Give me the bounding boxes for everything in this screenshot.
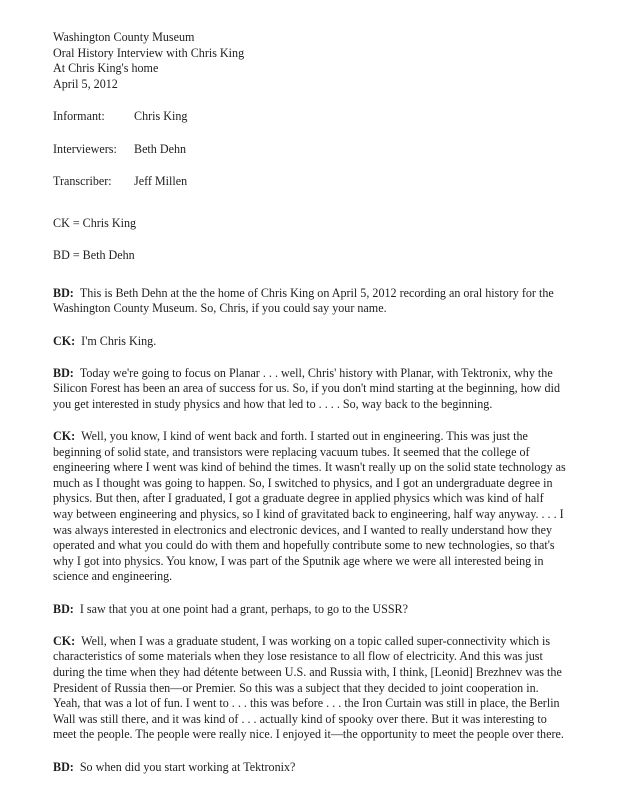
speaker-label: CK: [53, 633, 76, 648]
transcript-turn [53, 634, 566, 743]
role-value: Chris King [134, 109, 188, 124]
museum-name: Washington County Museum [53, 30, 195, 44]
interview-title: Oral History Interview with Chris King [53, 45, 245, 60]
document-header [53, 30, 566, 92]
roles-list [53, 109, 566, 189]
interview-location: At Chris King's home [53, 61, 159, 76]
turn-text: Well, you know, I kind of went back and forth. I started out in engineering. This was just the beginning of solid state, and transistors were replacing vacuum tubes. It seemed that the college of engineering where I went was kind of behind the times. It wasn't really up on the solid state technology as much as I thought was going to happen. So, I switched to physics, and I got an undergraduate degree in physics. But then, after I graduated, I got a graduate degree in applied physics which was kind of half way between engineering and physics, so I kind of gravitated back to engineering, half way anyway. . . . I was always interested in electronics and electronic devices, and I wanted to really understand how they operated and what you could do with them and hopefully contribute some to new technologies, so that's why I got into physics. You know, I was part of the Sputnik age where we were all interested being in science and engineering. [53, 429, 566, 584]
transcript-turn [53, 429, 566, 585]
role-interviewers [53, 142, 566, 158]
turn-text: I'm Chris King. [81, 333, 157, 348]
speaker-label: CK: [53, 333, 76, 348]
abbreviation-key [53, 216, 566, 264]
role-label: Interviewers: [53, 141, 117, 156]
interview-date: April 5, 2012 [53, 76, 118, 91]
abbreviation-ck: CK = Chris King [53, 215, 137, 230]
turn-text: I saw that you at one point had a grant, perhaps, to go to the USSR? [79, 601, 408, 616]
transcript-turn [53, 760, 566, 776]
speaker-label: BD: [53, 601, 74, 616]
role-value: Jeff Millen [134, 174, 188, 189]
role-label: Informant: [53, 109, 105, 124]
transcript-turn [53, 334, 566, 350]
turn-text: This is Beth Dehn at the the home of Chris King on April 5, 2012 recording an oral history for the Washington County Museum. So, Chris, if you could say your name. [53, 285, 554, 316]
speaker-label: CK: [53, 429, 76, 444]
role-transcriber [53, 174, 566, 190]
transcript-turn [53, 602, 566, 618]
transcript [53, 286, 566, 775]
turn-text: Well, when I was a graduate student, I was working on a topic called super-connectivity which is characteristics of some materials when they lose resistance to all flow of electricity. And this was just during the time when they had détente between U.S. and Russia with, I think, [Leonid] Brezhnev was the President of Russia then—or Premier. So this was a subject that they decided to joint cooperation in. Yeah, that was a lot of fun. I went to . . . this was before . . . the Iron Curtain was still in place, the Berlin Wall was still there, and it was kind of . . . actually kind of spooky over there. But it was interesting to meet the people. The people were really nice. I enjoyed it—the opportunity to meet the people over there. [53, 633, 564, 742]
speaker-label: BD: [53, 759, 74, 774]
role-informant [53, 109, 566, 125]
transcript-turn [53, 286, 566, 317]
speaker-label: BD: [53, 365, 74, 380]
role-value: Beth Dehn [134, 141, 187, 156]
abbreviation-bd: BD = Beth Dehn [53, 248, 135, 263]
turn-text: Today we're going to focus on Planar . . . well, Chris' history with Planar, with Tektronix, why the Silicon Forest has been an area of success for us. So, if you don't mind starting at the beginning, how did you get interested in study physics and how that led to . . . . So, way back to the beginning. [53, 365, 561, 411]
turn-text: So when did you start working at Tektronix? [79, 759, 296, 774]
transcript-turn [53, 366, 566, 413]
speaker-label: BD: [53, 285, 74, 300]
role-label: Transcriber: [53, 174, 112, 189]
